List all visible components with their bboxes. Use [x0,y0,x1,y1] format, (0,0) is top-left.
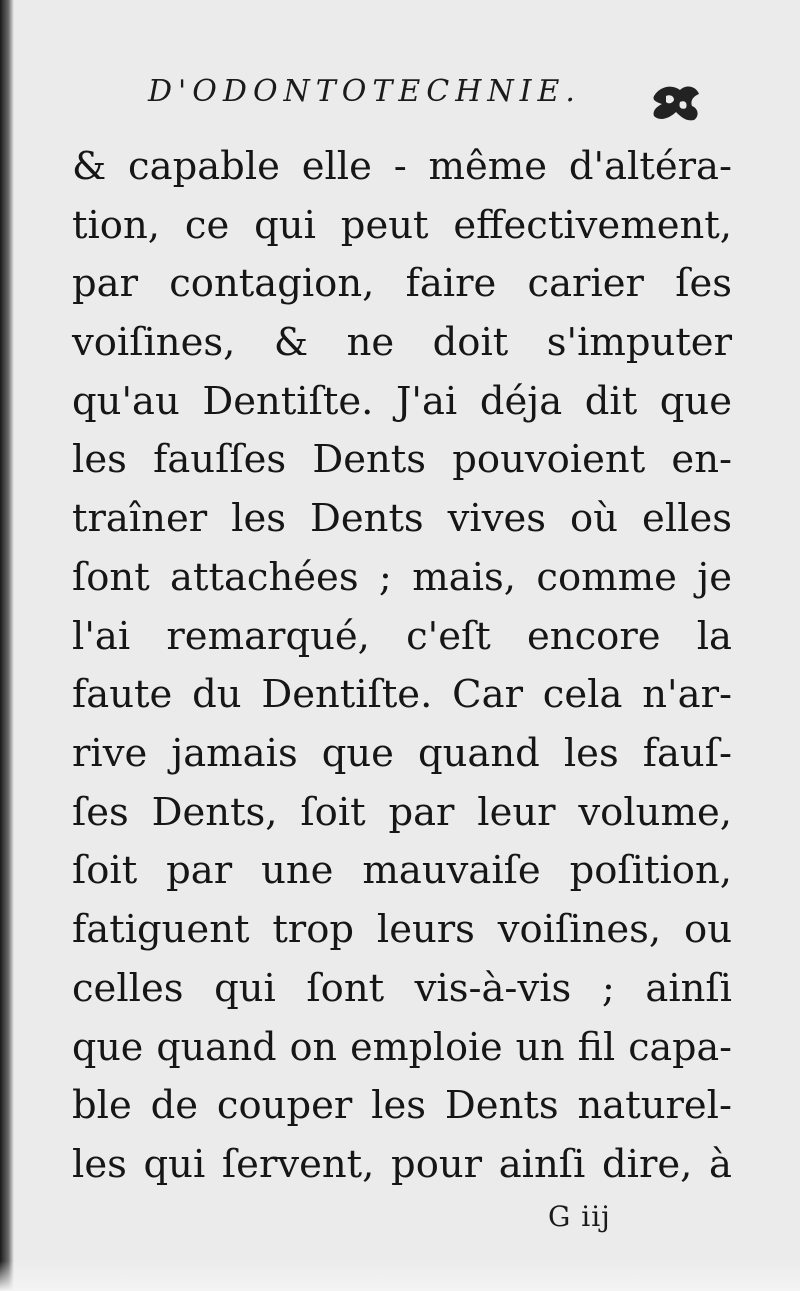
text-line: ſont attachées ; mais, comme je [72,554,732,600]
text-line: faute du Dentiſte. Car cela n'ar- [72,672,732,718]
text-line: l'ai remarqué, c'eſt encore la [72,613,732,659]
text-line: les fauſſes Dents pouvoient en- [72,437,732,483]
text-line: ſes Dents, ſoit par leur volume, [72,789,732,835]
page-gutter-shadow [0,0,14,1291]
printer-ornament-icon [650,82,702,124]
signature-mark: G iij [548,1200,611,1233]
text-line: par contagion, faire carier ſes [72,261,732,307]
text-line: traîner les Dents vives où elles [72,496,732,542]
text-line: rive jamais que quand les fauſ- [72,730,732,776]
text-line: ble de couper les Dents naturel- [72,1083,732,1128]
text-line: tion, ce qui peut effectivement, [72,202,732,248]
text-line: les qui ſervent, pour ainſi dire, à [72,1141,732,1187]
text-line: fatiguent trop leurs voiſines, ou [72,906,732,952]
page-bottom-edge [0,1261,800,1291]
text-line: & capable elle - même d'altéra- [72,144,732,189]
text-line: qu'au Dentiſte. J'ai déja dit que [72,378,732,424]
text-line: voiſines, & ne doit s'imputer [72,320,732,366]
text-line: ſoit par une mauvaiſe poſition, [72,848,732,894]
text-line: celles qui ſont vis-à-vis ; ainſi [72,965,732,1011]
text-line: que quand on emploie un fil capa- [72,1025,732,1070]
body-text [72,138,732,1194]
running-header: D'ODONTOTECHNIE. [148,74,581,109]
